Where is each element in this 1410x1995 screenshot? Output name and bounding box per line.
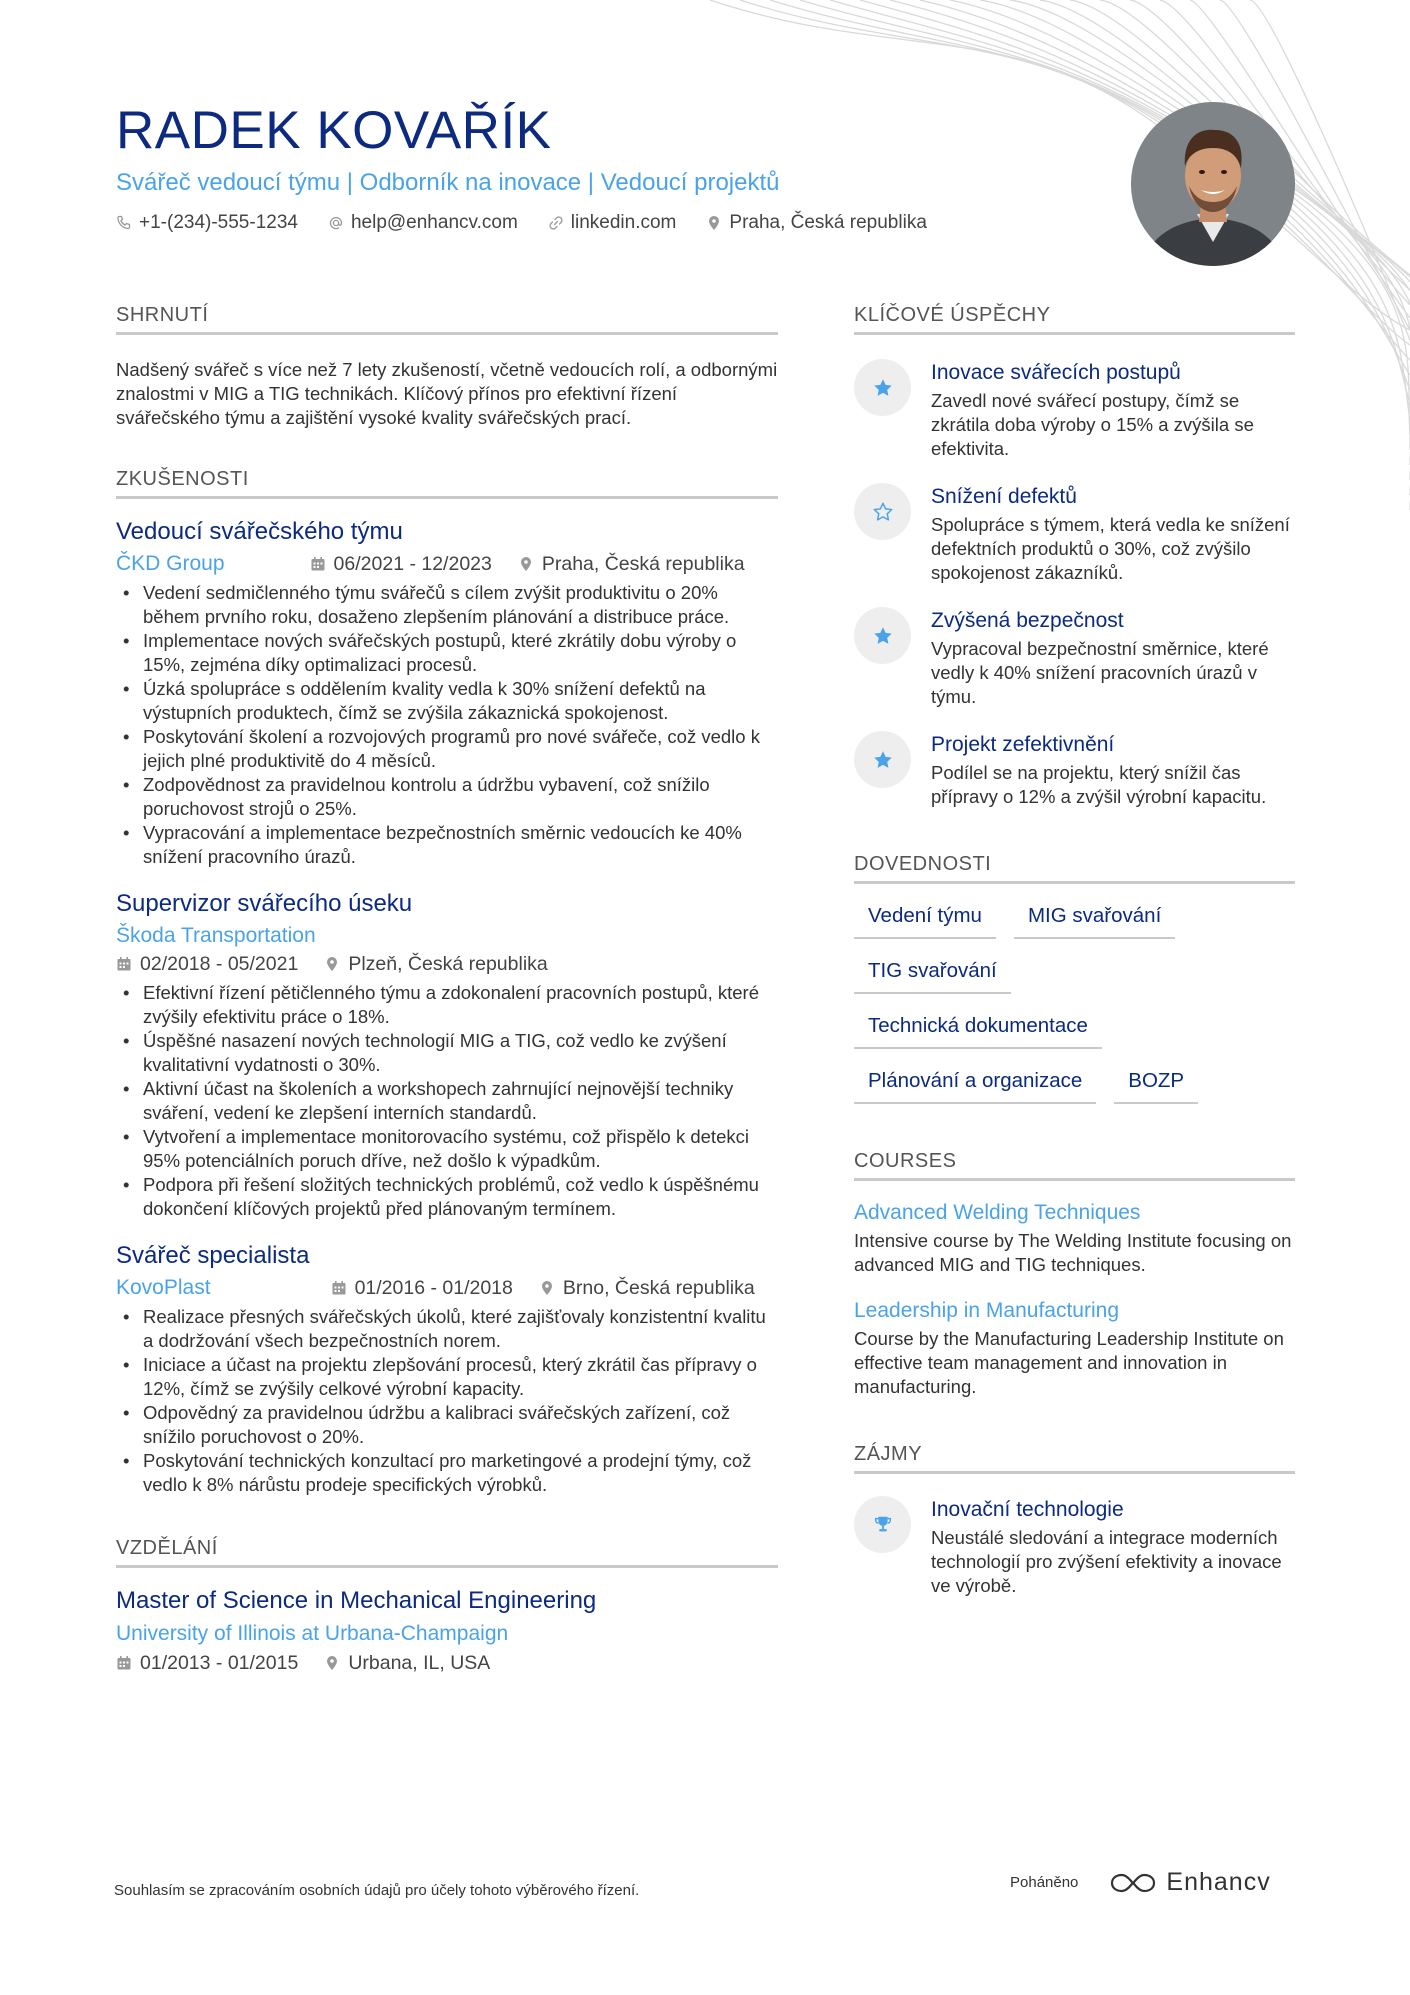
bullet-item: • Poskytování školení a rozvojových programů pro nové svářeče, což vedlo k jejich plné produktivitě do 4 měsíců. [116,725,778,773]
email-text: help@enhancv.com [350,212,518,233]
interests-section [854,1443,1295,1598]
section-title-skills: DOVEDNOSTI [854,853,1295,884]
job-location-text: Plzeň, Česká republika [348,953,548,975]
location-text: Praha, Česká republika [729,212,927,233]
bullet-item: • Úspěšné nasazení nových technologií MIG a TIG, což vedlo ke zvýšení kvalitativní vydatnosti o 30%. [116,1029,778,1077]
achievement-item [854,607,1295,709]
job-entry [116,889,778,1221]
calendar-icon [331,1280,347,1296]
bullet-item: • Iniciace a účast na projektu zlepšování procesů, který zkrátil čas přípravy o 12%, čímž se zvýšily celkové výrobní kapacity. [116,1353,778,1401]
job-bullets [116,581,778,869]
job-meta [116,551,778,577]
calendar-icon [116,956,132,972]
brand-logo [1110,1868,1270,1897]
phone-icon [116,215,132,231]
contact-email[interactable] [328,212,518,234]
education-location [324,1650,490,1676]
job-meta [116,1275,778,1301]
left-column [116,304,778,1676]
bullet-item: • Vypracování a implementace bezpečnostních směrnic vedoucích ke 40% snížení pracovního úrazů. [116,821,778,869]
achievement-title: Snížení defektů [931,485,1077,508]
job-meta [116,951,778,977]
section-title-summary: SHRNUTÍ [116,304,778,335]
job-entry [116,1241,778,1497]
course-title: Leadership in Manufacturing [854,1299,1120,1322]
course-item [854,1297,1295,1399]
section-title-achievements: KLÍČOVÉ ÚSPĚCHY [854,304,1295,335]
contact-bar [116,212,1016,234]
job-location-text: Praha, Česká republika [541,553,745,575]
section-title-courses: COURSES [854,1150,1295,1181]
contact-phone[interactable] [116,212,298,234]
powered-by[interactable] [1010,1868,1271,1897]
job-entry [116,517,778,869]
achievement-desc: Zavedl nové svářecí postupy, čímž se zkrátila doba výroby o 15% a zvýšila se efektivita. [931,390,1254,459]
job-dates-text: 06/2021 - 12/2023 [333,553,492,575]
section-title-education: VZDĚLÁNÍ [116,1537,778,1568]
job-location [518,551,745,577]
job-dates-text: 01/2016 - 01/2018 [354,1277,513,1299]
job-bullets [116,981,778,1221]
course-item [854,1199,1295,1277]
company-name: ČKD Group [116,552,225,575]
candidate-headline: Svářeč vedoucí týmu | Odborník na inovace | Vedoucí projektů [116,169,780,196]
achievement-title: Projekt zefektivnění [931,733,1115,756]
experience-section [116,468,778,1497]
job-dates-text: 02/2018 - 05/2021 [140,953,299,975]
courses-section [854,1150,1295,1399]
job-title: Svářeč specialista [116,1242,310,1269]
education-meta [116,1650,778,1676]
bullet-item: • Vytvoření a implementace monitorovacího systému, což přispělo k detekci 95% potenciálních poruch dříve, než došlo k výpadkům. [116,1125,778,1173]
education-section [116,1537,778,1676]
skills-section [854,853,1295,1104]
job-bullets [116,1305,778,1497]
education-dates [116,1650,298,1676]
linkedin-text: linkedin.com [570,212,677,233]
bullet-item: • Realizace přesných svářečských úkolů, které zajišťovaly konzistentní kvalitu a dodržování všech bezpečnostních norem. [116,1305,778,1353]
achievement-item [854,731,1295,809]
achievement-title: Zvýšená bezpečnost [931,609,1124,632]
job-dates [331,1275,513,1301]
star-filled-icon [854,607,911,664]
bullet-item: • Efektivní řízení pětičlenného týmu a zdokonalení pracovních postupů, které zvýšily efektivitu práce o 18%. [116,981,778,1029]
job-title: Supervizor svářecího úseku [116,890,413,917]
bullet-item: • Implementace nových svářečských postupů, které zkrátily dobu výroby o 15%, zejména díky optimalizaci procesů. [116,629,778,677]
section-title-interests: ZÁJMY [854,1443,1295,1474]
contact-linkedin[interactable] [548,212,677,234]
course-title: Advanced Welding Techniques [854,1201,1141,1224]
interest-desc: Neustálé sledování a integrace moderních technologií pro zvýšení efektivity a inovace ve výrobě. [931,1527,1282,1596]
bullet-item: • Úzká spolupráce s oddělením kvality vedla k 30% snížení defektů na výstupních produktech, čímž se zvýšila zákaznická spokojenost. [116,677,778,725]
candidate-name: RADEK KOVAŘÍK [116,101,552,160]
achievement-title: Inovace svářecích postupů [931,361,1181,384]
education-dates-text: 01/2013 - 01/2015 [140,1652,299,1674]
course-desc: Intensive course by The Welding Institute focusing on advanced MIG and TIG techniques. [854,1230,1292,1275]
skill-tag: TIG svařování [854,951,1011,994]
company-name: KovoPlast [116,1276,211,1299]
job-location [539,1275,755,1301]
summary-text: Nadšený svářeč s více než 7 lety zkušeností, včetně vedoucích rolí, a odbornými znalostmi v MIG a TIG technikách. Klíčový přínos pro efektivní řízení svářečského týmu a zajištění vysoké kvality svářečských prací. [116,359,778,428]
bullet-item: • Vedení sedmičlenného týmu svářečů s cílem zvýšit produktivitu o 20% během prvního roku, dosaženo zlepšením plánování a distribuce práce. [116,581,778,629]
degree-title: Master of Science in Mechanical Engineering [116,1587,597,1614]
school-name: University of Illinois at Urbana-Champaign [116,1622,509,1645]
education-location-text: Urbana, IL, USA [348,1652,491,1674]
location-pin-icon [324,1655,340,1671]
consent-note: Souhlasím se zpracováním osobních údajů pro účely tohoto výběrového řízení. [114,1882,640,1899]
job-location [324,951,547,977]
achievement-item [854,359,1295,461]
achievement-desc: Vypracoval bezpečnostní směrnice, které vedly k 40% snížení pracovních úrazů v týmu. [931,638,1269,707]
skill-tag: Plánování a organizace [854,1061,1096,1104]
star-filled-icon [854,359,911,416]
bullet-item: • Podpora při řešení složitých technických problémů, což vedlo k úspěšnému dokončení klíčových projektů před plánovaným termínem. [116,1173,778,1221]
interest-title: Inovační technologie [931,1498,1124,1521]
enhancv-logo-icon [1110,1871,1156,1895]
skills-list [854,896,1295,1104]
location-pin-icon [324,956,340,972]
course-desc: Course by the Manufacturing Leadership Institute on effective team management and innovation in manufacturing. [854,1328,1284,1397]
summary-section [116,304,778,430]
section-title-experience: ZKUŠENOSTI [116,468,778,499]
skill-tag: Vedení týmu [854,896,996,939]
trophy-icon [854,1496,911,1553]
job-dates [116,951,298,977]
location-pin-icon [539,1280,555,1296]
achievement-item [854,483,1295,585]
avatar [1131,102,1295,266]
company-name: Škoda Transportation [116,924,316,947]
job-location-text: Brno, Česká republika [562,1277,755,1299]
powered-label: Poháněno [1010,1874,1079,1891]
bullet-item: • Aktivní účast na školeních a workshopech zahrnující nejnovější techniky sváření, vedení ke zlepšení interních standardů. [116,1077,778,1125]
skill-tag: BOZP [1114,1061,1198,1104]
resume-header [116,100,1016,234]
location-pin-icon [706,215,722,231]
achievements-section [854,304,1295,809]
star-outline-icon [854,483,911,540]
achievement-desc: Spolupráce s týmem, která vedla ke snížení defektních produktů o 30%, což zvýšilo spokojenost zákazníků. [931,514,1290,583]
contact-location [706,212,927,234]
calendar-icon [310,556,326,572]
phone-text: +1-(234)-555-1234 [139,212,298,233]
brand-name: Enhancv [1166,1868,1271,1896]
job-title: Vedoucí svářečského týmu [116,518,403,545]
at-icon [328,215,344,231]
bullet-item: • Odpovědný za pravidelnou údržbu a kalibraci svářečských zařízení, což snížilo poruchovost o 20%. [116,1401,778,1449]
link-icon [548,215,564,231]
skill-tag: Technická dokumentace [854,1006,1102,1049]
interest-item [854,1496,1295,1598]
skill-tag: MIG svařování [1014,896,1175,939]
bullet-item: • Zodpovědnost za pravidelnou kontrolu a údržbu vybavení, což snížilo poruchovost strojů o 25%. [116,773,778,821]
calendar-icon [116,1655,132,1671]
star-filled-icon [854,731,911,788]
achievement-desc: Podílel se na projektu, který snížil čas přípravy o 12% a zvýšil výrobní kapacitu. [931,762,1267,807]
bullet-item: • Poskytování technických konzultací pro marketingové a prodejní týmy, což vedlo k 8% nárůstu prodeje specifických výrobků. [116,1449,778,1497]
job-dates [310,551,492,577]
location-pin-icon [518,556,534,572]
right-column [854,304,1295,1598]
